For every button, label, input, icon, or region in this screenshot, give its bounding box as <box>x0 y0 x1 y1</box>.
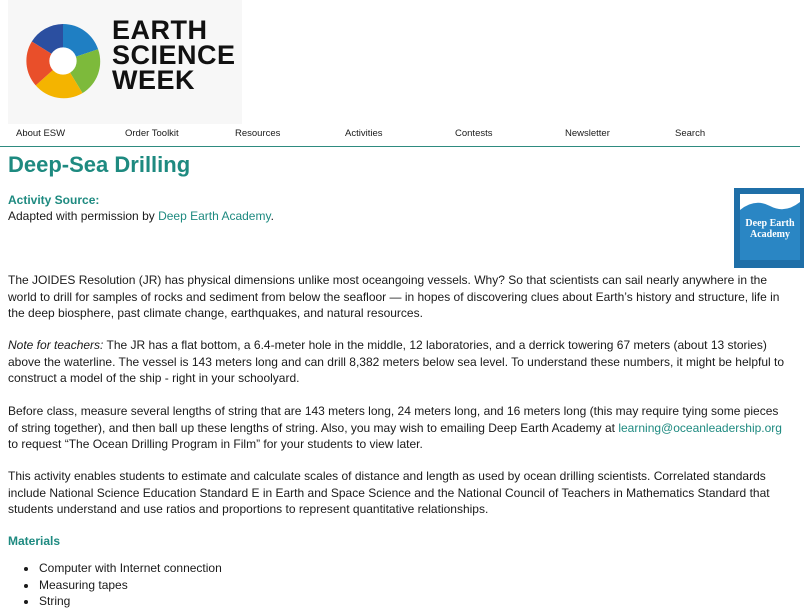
badge-text <box>740 218 800 240</box>
badge-panel <box>740 194 800 260</box>
main-navigation <box>0 124 800 147</box>
list-item: • Computer with Internet connection <box>38 560 222 577</box>
before-class-suffix: to request “The Ocean Drilling Program in Film” for your students to view later. <box>8 437 423 451</box>
logo-line-1: EARTH <box>112 15 208 45</box>
teacher-note-paragraph <box>8 337 788 387</box>
materials-heading: Materials <box>8 534 61 548</box>
deep-earth-academy-link[interactable]: Deep Earth Academy <box>158 209 271 223</box>
standards-paragraph: This activity enables students to estimate and calculate scales of distance and length as used by ocean drilling scientists. Correlated standards include National Science Education Standard E in Earth and Space Science and the National Council of Teachers in Mathematics Standard that students understand and use ratios and proportions to represent quantitative relationships. <box>8 469 770 516</box>
activity-source <box>8 192 788 224</box>
adapted-line <box>8 208 788 224</box>
logo-wordmark <box>112 15 236 95</box>
nav-about-esw[interactable]: About ESW <box>16 128 66 139</box>
email-link[interactable]: learning@oceanleadership.org <box>618 420 782 435</box>
adapted-suffix: . <box>270 209 274 223</box>
earth-science-week-logo-icon <box>24 22 102 100</box>
list-item: • Measuring tapes <box>38 577 222 594</box>
site-logo[interactable] <box>8 0 242 124</box>
before-class-paragraph <box>8 403 788 453</box>
activity-source-label: Activity Source: <box>8 193 100 207</box>
badge-line-2: Academy <box>750 229 790 240</box>
wave-icon <box>740 194 800 216</box>
nav-contests[interactable]: Contests <box>455 128 493 139</box>
before-class-prefix: Before class, measure several lengths of string that are 143 meters long, 24 meters long, and 16 meters long (this may require tying some pieces of string together), and then ball up these lengths of string. Also, you may wish to emailing Deep Earth Academy at <box>8 404 779 435</box>
logo-line-3: WEEK <box>112 65 195 95</box>
nav-newsletter[interactable]: Newsletter <box>565 128 610 139</box>
note-label: Note for teachers: <box>8 338 104 352</box>
nav-search[interactable]: Search <box>675 128 706 139</box>
materials-list <box>20 560 222 610</box>
badge-line-1: Deep Earth <box>745 218 795 229</box>
list-item: • String <box>38 593 222 610</box>
logo-line-2: SCIENCE <box>112 40 236 70</box>
intro-paragraph: The JOIDES Resolution (JR) has physical dimensions unlike most oceangoing vessels. Why? So that scientists can sail nearly anywhere in the world to drill for samples of rocks and sediment from below the seafloor — in hopes of discovering clues about Earth’s history and structure, life in the deep biosphere, past climate change, earthquakes, and natural resources. <box>8 273 780 320</box>
page-title: Deep-Sea Drilling <box>8 152 191 177</box>
nav-activities[interactable]: Activities <box>345 128 383 139</box>
nav-order-toolkit[interactable]: Order Toolkit <box>125 128 179 139</box>
nav-resources[interactable]: Resources <box>235 128 281 139</box>
teacher-note-text: The JR has a flat bottom, a 6.4-meter hole in the middle, 12 laboratories, and a derrick towering 67 meters (about 13 stories) above the waterline. The vessel is 143 meters long and can drill 8,382 meters below sea level. To understand these numbers, it might be helpful to construct a model of the ship - right in your schoolyard. <box>8 338 785 385</box>
adapted-prefix: Adapted with permission by <box>8 209 159 223</box>
main-content <box>8 150 788 608</box>
deep-earth-academy-badge[interactable] <box>734 188 804 268</box>
